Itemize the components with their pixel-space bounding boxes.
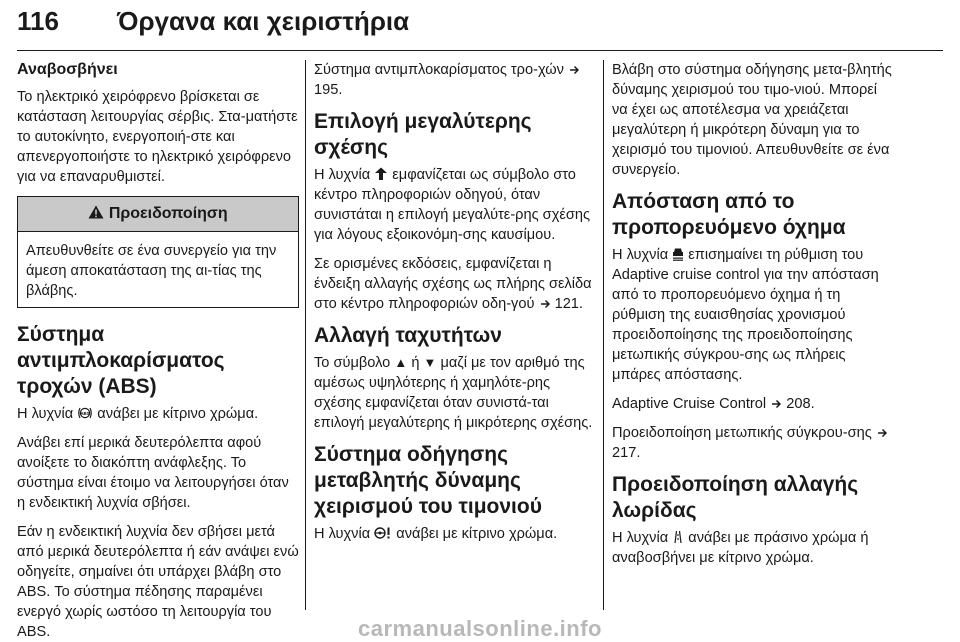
triangle-up-icon: ▲	[394, 355, 408, 370]
column-divider-1	[305, 60, 306, 610]
page-number: 116	[17, 6, 59, 36]
abs-warning-icon	[77, 406, 93, 422]
distance-paragraph-1: Η λυχνία επισημαίνει τη ρύθμιση του Adaptive cruise control για την απόσταση από το προπορευόμενο όχημα ή τη ρύθμιση της ευαισθησίας χρονισμού προειδοποίησης της προειδοποίησης μετωπικής σύγκρου-σης ως πλήρεις μπάρες απόστασης.	[612, 247, 879, 383]
shift-heading: Αλλαγή ταχυτήτων	[314, 324, 502, 347]
page-reference-icon	[876, 425, 888, 441]
steering-paragraph: Η λυχνία ανάβει με κίτρινο χρώμα.	[314, 526, 558, 542]
column-3	[612, 60, 894, 600]
abs-paragraph-2: Ανάβει επί μερικά δευτερόλεπτα αφού ανοίξετε το διακόπτη ανάφλεξης. Το σύστημα είναι έτοιμο να λειτουργήσει όταν η ενδεικτική λυχνία σβήσει.	[17, 435, 289, 511]
shift-paragraph: Το σύμβολο ▲ ή ▼ μαζί με τον αριθμό της αμέσως υψηλότερης ή χαμηλότε-ρης σχέσης εμφανίζεται όταν συνιστά-ται επιλογή μεγαλύτερης ή μικρότερης σχέσης.	[314, 355, 593, 431]
gear-paragraph-2: Σε ορισμένες εκδόσεις, εμφανίζεται η ένδειξη αλλαγής σχέσης ως πλήρης σελίδα στο κέντρο πληροφοριών οδη-γού 121.	[314, 256, 592, 312]
abs-paragraph-3: Εάν η ενδεικτική λυχνία δεν σβήσει μετά από μερικά δευτερόλεπτα ή εάν ανάψει ενώ οδηγείτε, σημαίνει ότι υπάρχει βλάβη στο ABS. Το σύστημα πέδησης παραμένει ενεργό χωρίς ωστόσο τη λειτουργία του ABS.	[17, 524, 299, 640]
steering-continued: Βλάβη στο σύστημα οδήγησης μετα-βλητής δύναμης χειρισμού του τιμο-νιού. Μπορεί να έχει ως αποτέλεσμα να χρειάζεται μεγαλύτερη ή μικρότερη δύναμη για το χειρισμό του τιμονιού. Απευθυνθείτε σε ένα συνεργείο.	[612, 62, 892, 178]
abs-continued: Σύστημα αντιμπλοκαρίσματος τρο-χών 195.	[314, 60, 596, 100]
page-reference-icon	[568, 62, 580, 78]
distance-paragraph-3: Προειδοποίηση μετωπικής σύγκρου-σης 217.	[612, 423, 894, 463]
steering-warning-icon	[374, 526, 392, 542]
warning-header	[18, 197, 298, 232]
lane-departure-icon	[672, 530, 684, 546]
flash-text: Το ηλεκτρικό χειρόφρενο βρίσκεται σε κατάσταση λειτουργίας σέρβις. Στα-ματήστε το αυτοκίνητο, ενεργοποιή-στε και απενεργοποιήστε το ηλεκτρικό χειρόφρενο για να επαναρυθμιστεί.	[17, 89, 298, 185]
page-header	[17, 6, 943, 50]
column-1	[17, 60, 299, 640]
svg-text:ABS: ABS	[80, 411, 90, 416]
triangle-down-icon: ▼	[423, 355, 437, 370]
column-divider-2	[603, 60, 604, 610]
upshift-indicator-icon	[374, 167, 388, 183]
lane-paragraph: Η λυχνία ανάβει με πράσινο χρώμα ή αναβοσβήνει με κίτρινο χρώμα.	[612, 530, 869, 566]
warning-title: Προειδοποίηση	[108, 205, 228, 222]
header-rule	[17, 50, 943, 51]
running-title: Όργανα και χειριστήρια	[117, 6, 410, 36]
gear-paragraph-1: Η λυχνία εμφανίζεται ως σύμβολο στο κέντρο πληροφοριών οδηγού, όταν συνιστάται η επιλογή μεγαλύτε-ρης σχέσης για λόγους εξοικονόμη-σης καυσίμου.	[314, 167, 591, 243]
page-reference-icon	[770, 396, 782, 412]
gear-heading: Επιλογή μεγαλύτερης σχέσης	[314, 110, 532, 159]
vehicle-ahead-icon	[672, 247, 684, 263]
distance-heading: Απόσταση από το προπορευόμενο όχημα	[612, 190, 846, 239]
lane-heading: Προειδοποίηση αλλαγής λωρίδας	[612, 473, 859, 522]
column-2	[314, 60, 596, 600]
page-reference-icon	[539, 296, 551, 312]
warning-box	[17, 196, 299, 308]
steering-heading: Σύστημα οδήγησης μεταβλητής δύναμης χειρισμού του τιμονιού	[314, 443, 542, 518]
abs-heading: Σύστημα αντιμπλοκαρίσματος τροχών (ABS)	[17, 323, 225, 398]
warning-text: Απευθυνθείτε σε ένα συνεργείο για την άμεση αποκατάσταση της αι-τίας της βλάβης.	[26, 243, 277, 299]
abs-paragraph-1: Η λυχνία ABS ανάβει με κίτρινο χρώμα.	[17, 406, 259, 422]
warning-triangle-icon	[88, 205, 108, 222]
watermark: carmanualsonline.info	[358, 616, 602, 641]
distance-paragraph-2: Adaptive Cruise Control 208.	[612, 396, 815, 412]
flash-heading: Αναβοσβήνει	[17, 61, 118, 78]
